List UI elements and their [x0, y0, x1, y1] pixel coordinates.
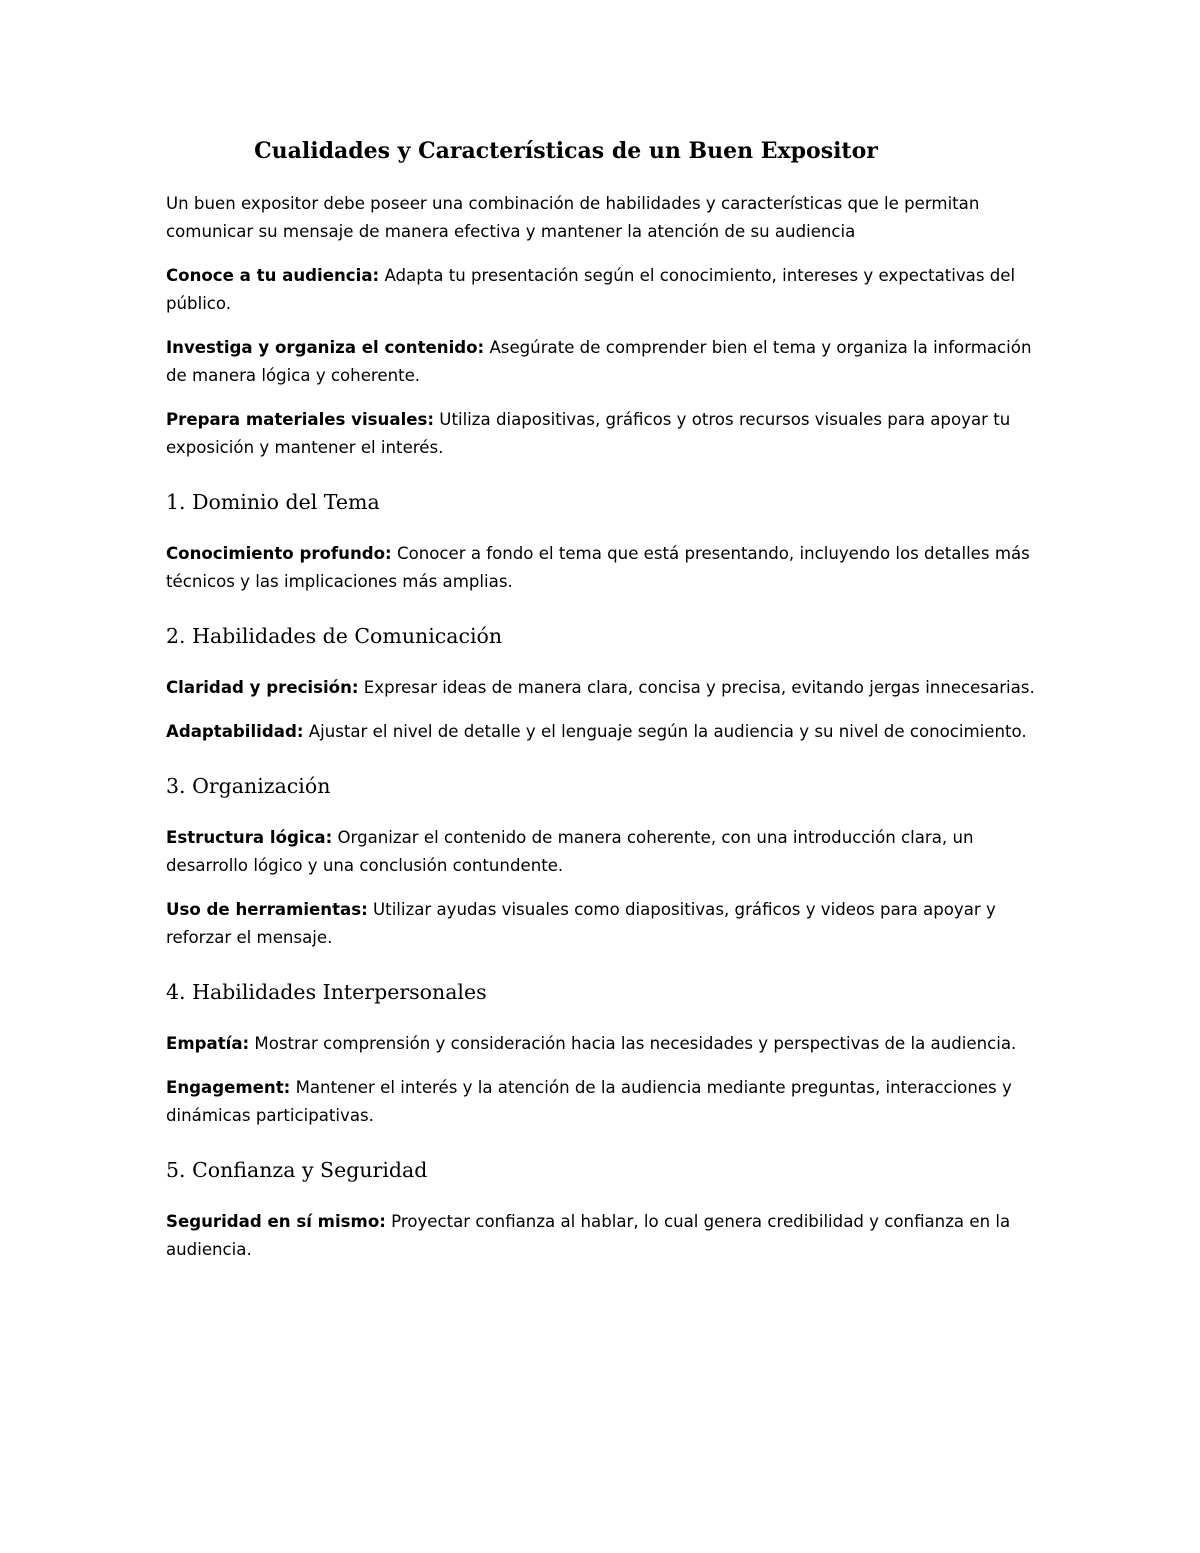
section-item	[166, 896, 1036, 952]
item-term: Estructura lógica:	[166, 828, 333, 847]
tip-text: Asegúrate de comprender bien el tema y organiza la información de manera lógica y coherente.	[166, 338, 1032, 385]
section-heading-interpersonales: 4. Habilidades Interpersonales	[166, 980, 487, 1004]
tip-paragraph-visuals	[166, 406, 1036, 462]
section-heading-dominio: 1. Dominio del Tema	[166, 490, 380, 514]
tip-term: Prepara materiales visuales:	[166, 410, 435, 429]
section-item	[166, 674, 1036, 702]
item-term: Conocimiento profundo:	[166, 544, 392, 563]
section-item	[166, 718, 1036, 746]
item-text: Utilizar ayudas visuales como diapositivas, gráficos y videos para apoyar y reforzar el mensaje.	[166, 900, 996, 947]
tip-term: Conoce a tu audiencia:	[166, 266, 380, 285]
tip-paragraph-research	[166, 334, 1036, 390]
item-text: Proyectar confianza al hablar, lo cual genera credibilidad y confianza en la audiencia.	[166, 1212, 1011, 1259]
tip-paragraph-audience	[166, 262, 1036, 318]
item-term: Adaptabilidad:	[166, 722, 304, 741]
section-heading-confianza: 5. Confianza y Seguridad	[166, 1158, 428, 1182]
document-title: Cualidades y Características de un Buen Expositor	[254, 138, 878, 164]
intro-paragraph: Un buen expositor debe poseer una combinación de habilidades y características que le permitan comunicar su mensaje de manera efectiva y mantener la atención de su audiencia	[166, 194, 980, 241]
section-heading-organizacion: 3. Organización	[166, 774, 331, 798]
item-text: Mantener el interés y la atención de la audiencia mediante preguntas, interacciones y dinámicas participativas.	[166, 1078, 1012, 1125]
tip-text: Utiliza diapositivas, gráficos y otros recursos visuales para apoyar tu exposición y mantener el interés.	[166, 410, 1011, 457]
item-text: Organizar el contenido de manera coherente, con una introducción clara, un desarrollo lógico y una conclusión contundente.	[166, 828, 974, 875]
item-term: Seguridad en sí mismo:	[166, 1212, 386, 1231]
item-text: Ajustar el nivel de detalle y el lenguaje según la audiencia y su nivel de conocimiento.	[303, 722, 1027, 741]
tip-term: Investiga y organiza el contenido:	[166, 338, 485, 357]
section-item	[166, 824, 1036, 880]
item-text: Mostrar comprensión y consideración hacia las necesidades y perspectivas de la audiencia.	[249, 1034, 1017, 1053]
item-term: Uso de herramientas:	[166, 900, 368, 919]
item-term: Engagement:	[166, 1078, 291, 1097]
item-text: Expresar ideas de manera clara, concisa y precisa, evitando jergas innecesarias.	[358, 678, 1035, 697]
item-term: Empatía:	[166, 1034, 250, 1053]
section-item	[166, 1030, 1036, 1058]
section-item	[166, 1208, 1036, 1264]
document-content	[166, 138, 1036, 1280]
item-text: Conocer a fondo el tema que está presentando, incluyendo los detalles más técnicos y las implicaciones más amplias.	[166, 544, 1030, 591]
item-term: Claridad y precisión:	[166, 678, 359, 697]
tip-text: Adapta tu presentación según el conocimiento, intereses y expectativas del público.	[166, 266, 1016, 313]
section-heading-comunicacion: 2. Habilidades de Comunicación	[166, 624, 503, 648]
section-item	[166, 1074, 1036, 1130]
section-item	[166, 540, 1036, 596]
